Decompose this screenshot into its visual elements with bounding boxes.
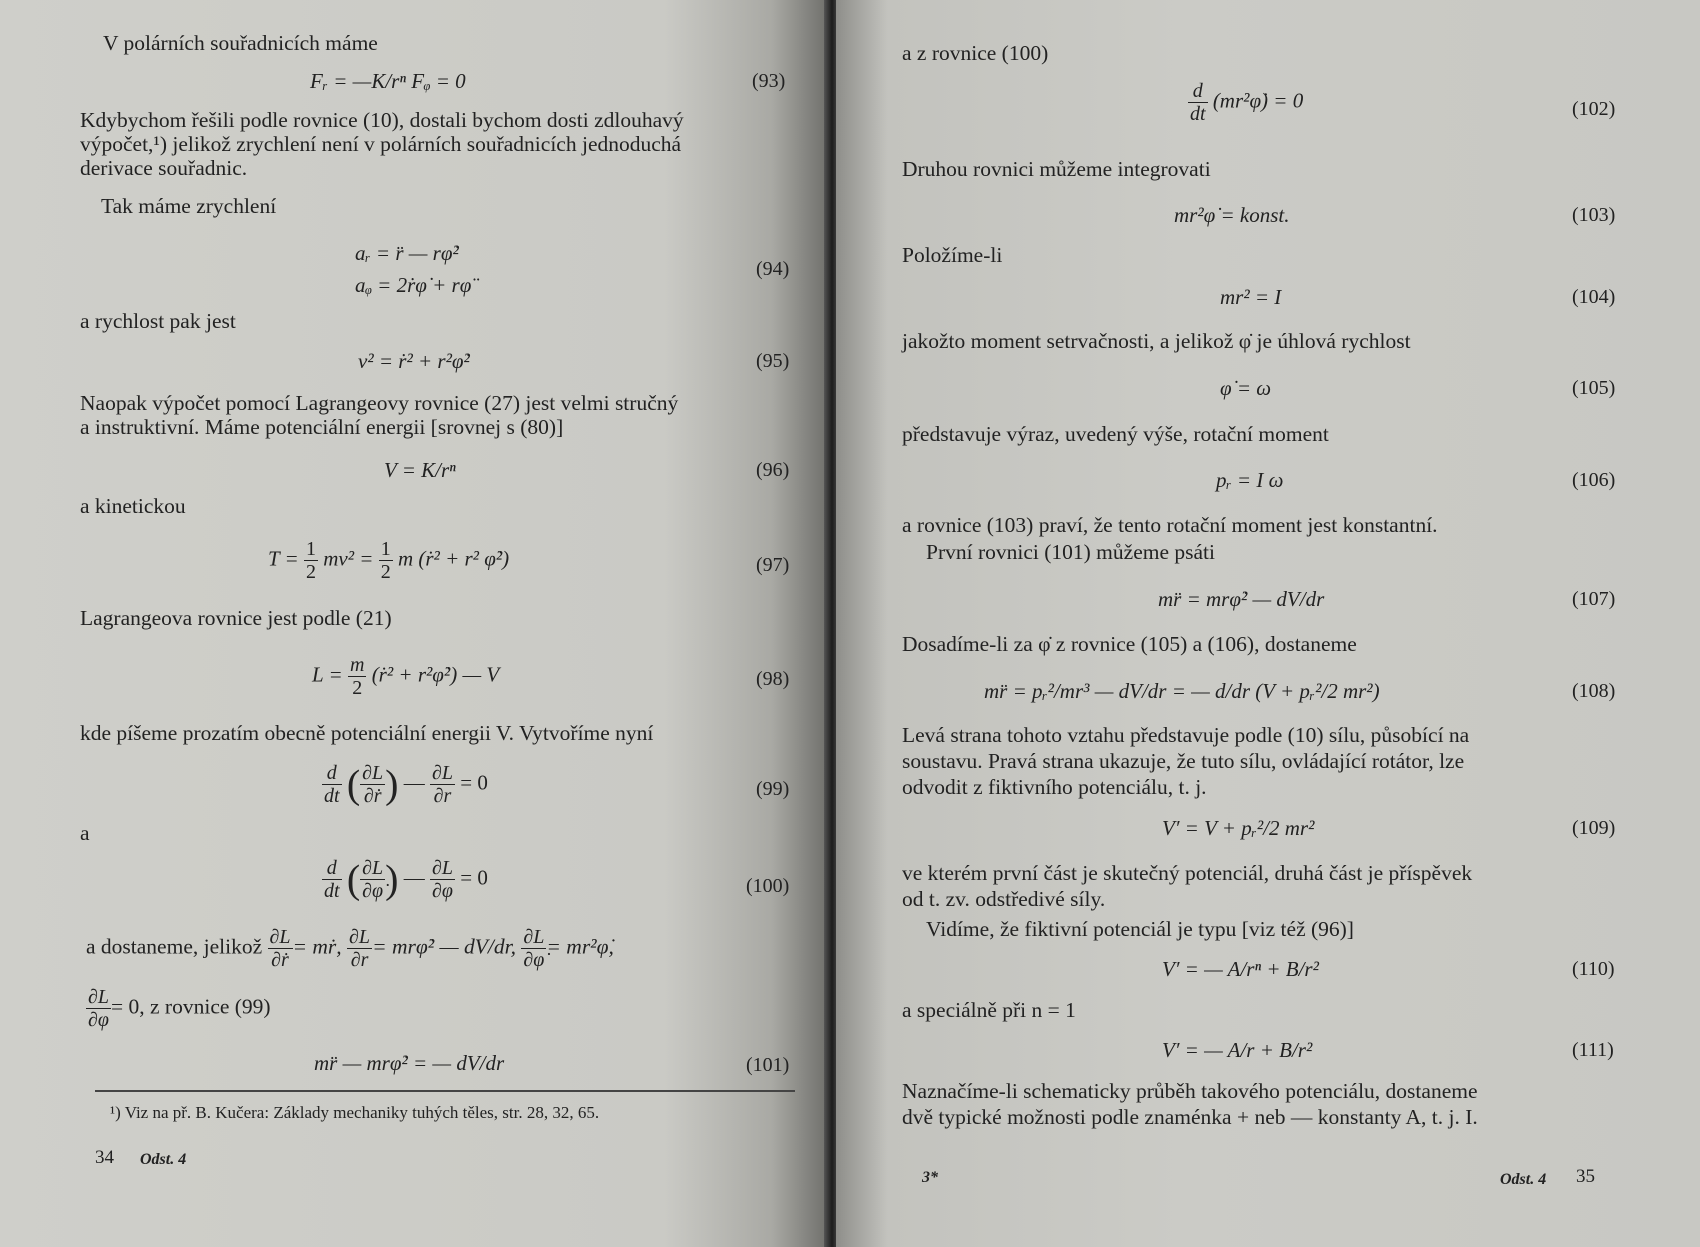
equation-number: (97) bbox=[756, 554, 790, 576]
equation-111: V′ = — A/r + B/r² bbox=[1162, 1038, 1313, 1062]
fraction bbox=[304, 538, 318, 583]
numerator: 1 bbox=[380, 538, 391, 560]
text-line: ve kterém první část je skutečný potenciál, druhá část je příspěvek bbox=[902, 861, 1473, 885]
numerator: ∂L bbox=[349, 926, 371, 948]
text-line: Vidíme, že fiktivní potenciál je typu [viz též (96)] bbox=[926, 917, 1354, 941]
page-34 bbox=[0, 0, 830, 1247]
denominator: ∂r bbox=[350, 949, 369, 971]
equation-number: (109) bbox=[1572, 817, 1616, 839]
equation-number: (93) bbox=[752, 70, 786, 92]
footnote-rule bbox=[95, 1090, 795, 1092]
text-line: Lagrangeova rovnice jest podle (21) bbox=[80, 606, 392, 630]
text-line: představuje výraz, uvedený výše, rotační moment bbox=[902, 422, 1329, 446]
numerator: 1 bbox=[305, 538, 316, 560]
denominator: ∂φ̇ bbox=[523, 949, 545, 971]
numerator: ∂L bbox=[431, 762, 453, 784]
text-line: Tak máme zrychlení bbox=[101, 194, 277, 218]
equation-number: (103) bbox=[1572, 204, 1616, 226]
text-line: kde píšeme prozatím obecně potenciální energii V. Vytvoříme nyní bbox=[80, 721, 654, 745]
numerator: d bbox=[322, 857, 342, 880]
text-line: a rychlost pak jest bbox=[80, 309, 236, 333]
denominator: dt bbox=[1190, 103, 1206, 125]
text-line bbox=[86, 926, 614, 971]
fraction bbox=[360, 762, 385, 807]
numerator: d bbox=[322, 762, 342, 785]
text-line: dvě typické možnosti podle znaménka + neb — konstanty A, t. j. I. bbox=[902, 1105, 1478, 1129]
text-line: výpočet,¹) jelikož zrychlení není v polárních souřadnicích jednoduchá bbox=[80, 132, 682, 156]
fraction bbox=[268, 926, 293, 971]
equation-109: V′ = V + pᵣ²/2 mr² bbox=[1162, 816, 1315, 840]
denominator: 2 bbox=[305, 561, 316, 583]
equation-97 bbox=[268, 538, 509, 583]
denominator: 2 bbox=[352, 677, 363, 699]
denominator: ∂r bbox=[433, 785, 452, 807]
eq-part: = 0 bbox=[460, 865, 488, 890]
equation-98 bbox=[312, 654, 499, 699]
equation-94b: aᵩ = 2ṙφ̇ + rφ̈ bbox=[355, 273, 472, 297]
text-line: Dosadíme-li za φ̇ z rovnice (105) a (106), dostaneme bbox=[902, 632, 1357, 656]
text-part: = 0, z rovnice (99) bbox=[111, 994, 271, 1019]
fraction bbox=[379, 538, 393, 583]
paren-right: ) bbox=[385, 856, 399, 902]
text-line: a z rovnice (100) bbox=[902, 41, 1049, 65]
denominator: dt bbox=[324, 785, 340, 807]
equation-105: φ̇ = ω bbox=[1220, 376, 1272, 400]
fraction bbox=[430, 857, 455, 902]
equation-number: (104) bbox=[1572, 286, 1616, 308]
fraction bbox=[86, 986, 111, 1031]
text-line: První rovnici (101) můžeme psáti bbox=[926, 540, 1215, 564]
minus-sign: — bbox=[403, 865, 425, 890]
equation-number: (107) bbox=[1572, 588, 1616, 610]
text-line: od t. zv. odstředivé síly. bbox=[902, 887, 1106, 911]
fraction bbox=[430, 762, 455, 807]
equation-number: (105) bbox=[1572, 377, 1616, 399]
numerator: d bbox=[1188, 80, 1208, 103]
numerator: ∂L bbox=[269, 926, 291, 948]
eq-part: (ṙ² + r²φ̇²) — V bbox=[371, 662, 500, 687]
eq-part: L = bbox=[312, 662, 343, 687]
text-part: = mrφ̇² — dV/dr, bbox=[372, 934, 517, 959]
equation-number: (100) bbox=[746, 875, 790, 897]
denominator: ∂ṙ bbox=[271, 949, 289, 971]
paren-left: ( bbox=[346, 761, 361, 807]
text-line: a speciálně při n = 1 bbox=[902, 998, 1076, 1022]
eq-part: T = bbox=[268, 546, 299, 571]
eq-part: (mr²φ̇) = 0 bbox=[1212, 88, 1304, 113]
page-number: 34 bbox=[95, 1147, 114, 1168]
text-line: Naopak výpočet pomocí Lagrangeovy rovnice (27) jest velmi stručný bbox=[80, 391, 679, 415]
text-part: a dostaneme, jelikož bbox=[86, 934, 263, 959]
equation-106: pᵣ = I ω bbox=[1216, 468, 1284, 492]
equation-number: (95) bbox=[756, 350, 790, 372]
page-number: 35 bbox=[1576, 1166, 1595, 1187]
equation-number: (98) bbox=[756, 668, 790, 690]
numerator: ∂L bbox=[523, 926, 545, 948]
equation-108: mr̈ = pᵣ²/mr³ — dV/dr = — d/dr (V + pᵣ²/2 mr²) bbox=[984, 679, 1380, 703]
text-line: Kdybychom řešili podle rovnice (10), dostali bychom dosti zdlouhavý bbox=[80, 108, 684, 132]
equation-number: (111) bbox=[1572, 1039, 1614, 1061]
fraction bbox=[322, 762, 342, 807]
page-35 bbox=[836, 0, 1700, 1247]
equation-95: v² = ṙ² + r²φ̇² bbox=[358, 349, 470, 373]
fraction bbox=[1188, 80, 1208, 125]
text-line: a instruktivní. Máme potenciální energii [srovnej s (80)] bbox=[80, 415, 564, 439]
equation-100 bbox=[322, 857, 488, 902]
equation-107: mr̈ = mrφ̇² — dV/dr bbox=[1158, 587, 1325, 611]
fraction bbox=[322, 857, 342, 902]
numerator: ∂L bbox=[362, 857, 384, 879]
text-line: soustavu. Pravá strana ukazuje, že tuto sílu, ovládající rotátor, lze bbox=[902, 749, 1465, 773]
paren-left: ( bbox=[346, 856, 361, 902]
equation-102 bbox=[1188, 80, 1303, 125]
equation-number: (94) bbox=[756, 258, 790, 280]
numerator: m bbox=[349, 654, 365, 676]
running-head: Odst. 4 bbox=[1500, 1171, 1547, 1188]
fraction bbox=[360, 857, 385, 902]
denominator: ∂φ̇ bbox=[362, 880, 384, 902]
text-line: Levá strana tohoto vztahu představuje podle (10) sílu, působící na bbox=[902, 723, 1470, 747]
fraction bbox=[348, 654, 366, 699]
text-line: a bbox=[80, 821, 90, 845]
signature-mark: 3* bbox=[922, 1169, 938, 1186]
running-head: Odst. 4 bbox=[140, 1151, 187, 1168]
equation-number: (101) bbox=[746, 1054, 790, 1076]
numerator: ∂L bbox=[431, 857, 453, 879]
text-line bbox=[86, 986, 271, 1031]
denominator: ∂φ bbox=[88, 1009, 109, 1031]
denominator: ∂φ bbox=[432, 880, 453, 902]
text-line: odvodit z fiktivního potenciálu, t. j. bbox=[902, 775, 1207, 799]
text-part: = mr²φ̇, bbox=[546, 934, 614, 959]
text-line: jakožto moment setrvačnosti, a jelikož φ̇ je úhlová rychlost bbox=[902, 329, 1411, 353]
denominator: 2 bbox=[380, 561, 391, 583]
eq-part: mv² = bbox=[323, 546, 374, 571]
paren-right: ) bbox=[385, 761, 399, 807]
text-line: a rovnice (103) praví, že tento rotační moment jest konstantní. bbox=[902, 513, 1438, 537]
text-line: a kinetickou bbox=[80, 494, 186, 518]
equation-101: mr̈ — mrφ̇² = — dV/dr bbox=[314, 1051, 505, 1075]
equation-94a: aᵣ = r̈ — rφ̇² bbox=[355, 241, 459, 265]
numerator: ∂L bbox=[362, 762, 384, 784]
text-line: Naznačíme-li schematicky průběh takového potenciálu, dostaneme bbox=[902, 1079, 1478, 1103]
equation-110: V′ = — A/rⁿ + B/r² bbox=[1162, 957, 1319, 981]
equation-number: (110) bbox=[1572, 958, 1615, 980]
equation-99 bbox=[322, 762, 488, 807]
text-line: derivace souřadnic. bbox=[80, 156, 248, 180]
equation-104: mr² = I bbox=[1220, 285, 1282, 309]
equation-number: (102) bbox=[1572, 98, 1616, 120]
text-part: = mṙ, bbox=[292, 934, 342, 959]
fraction bbox=[347, 926, 372, 971]
text-line: Druhou rovnici můžeme integrovati bbox=[902, 157, 1211, 181]
eq-part: m (ṙ² + r² φ̇²) bbox=[397, 546, 510, 571]
text-line: Položíme-li bbox=[902, 243, 1003, 267]
equation-93: Fᵣ = —K/rⁿ Fᵩ = 0 bbox=[310, 69, 466, 93]
equation-number: (108) bbox=[1572, 680, 1616, 702]
equation-number: (106) bbox=[1572, 469, 1616, 491]
denominator: dt bbox=[324, 880, 340, 902]
equation-number: (96) bbox=[756, 459, 790, 481]
equation-96: V = K/rⁿ bbox=[384, 458, 456, 482]
eq-part: = 0 bbox=[460, 770, 488, 795]
footnote: ¹) Viz na př. B. Kučera: Základy mechaniky tuhých těles, str. 28, 32, 65. bbox=[110, 1103, 600, 1122]
equation-103: mr²φ̇ = konst. bbox=[1174, 203, 1290, 227]
minus-sign: — bbox=[403, 770, 425, 795]
numerator: ∂L bbox=[88, 986, 110, 1008]
text-line: V polárních souřadnicích máme bbox=[103, 31, 378, 55]
fraction bbox=[521, 926, 546, 971]
denominator: ∂ṙ bbox=[363, 785, 382, 807]
equation-number: (99) bbox=[756, 778, 790, 800]
